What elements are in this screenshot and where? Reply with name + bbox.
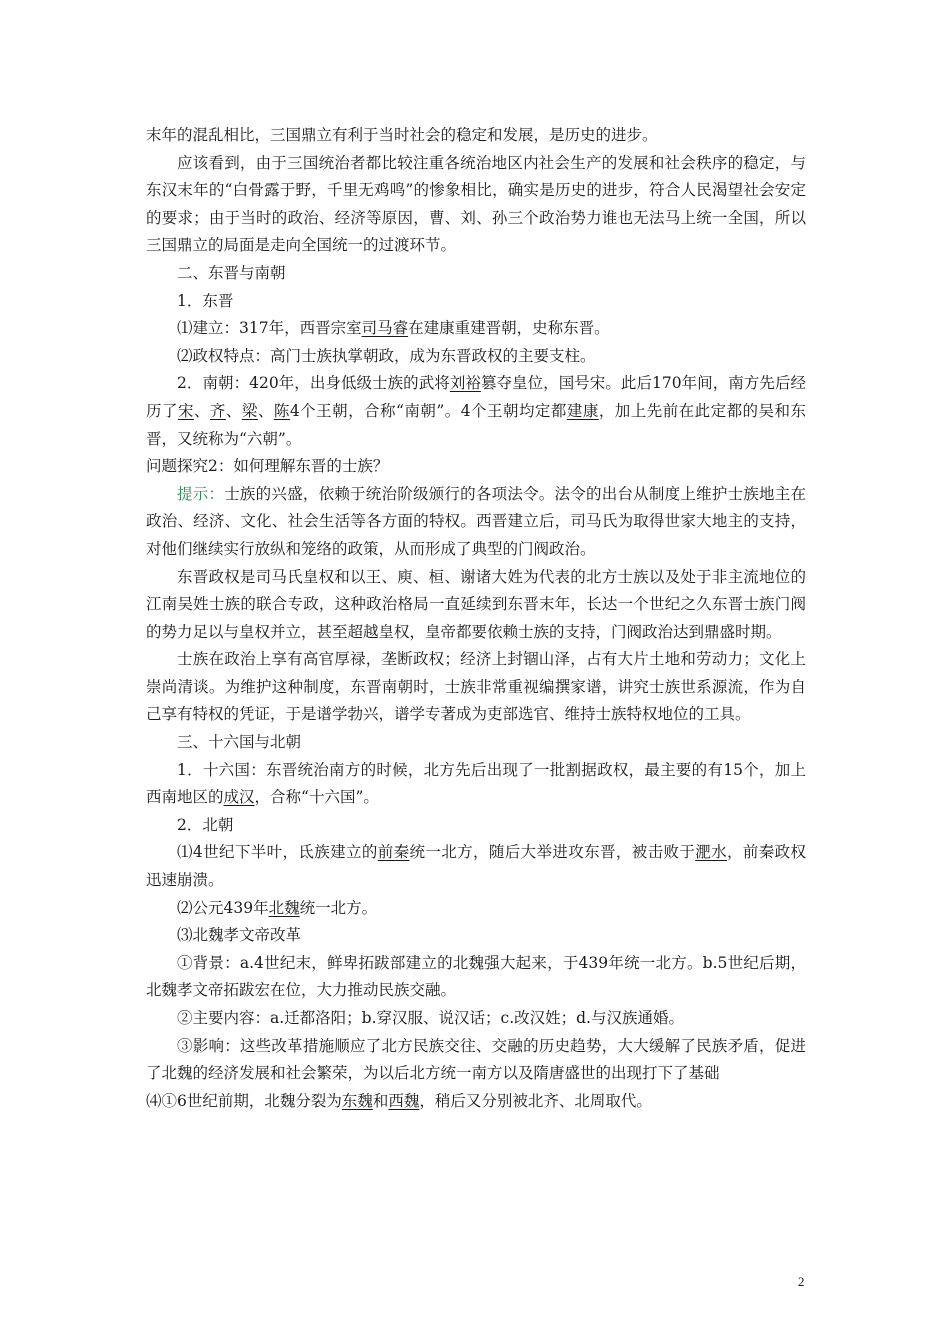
- paragraph: [146, 757, 806, 812]
- subheading: 2．北朝: [177, 815, 234, 834]
- text-run: ⑷①6世纪前期，北魏分裂为: [146, 1091, 342, 1110]
- section-heading: 二、东晋与南朝: [177, 263, 286, 282]
- text-run: ⑴建立：317年，西晋宗室: [177, 319, 362, 338]
- text-run: 、: [257, 401, 274, 420]
- text-run: ，稍后又分别被北齐、北周取代。: [419, 1091, 652, 1110]
- text-run: 在建康重建晋朝，史称东晋。: [408, 319, 610, 338]
- paragraph: 末年的混乱相比，三国鼎立有利于当时社会的稳定和发展，是历史的进步。: [146, 126, 658, 144]
- text-run: 和: [372, 1091, 389, 1110]
- text-run: 篡夺皇位，国号宋。此后170年间，南方先后经历了: [146, 374, 806, 420]
- text-run: 统一北方，随后大举进攻东晋，被击败于: [409, 843, 696, 862]
- paragraph: [146, 370, 806, 453]
- hint-label: 提示：: [177, 484, 225, 503]
- underlined-term: 宋: [177, 401, 194, 420]
- question-heading: 问题探究2：如何理解东晋的士族？: [146, 457, 389, 476]
- page-number: 2: [798, 1274, 805, 1289]
- underlined-term: 淝水: [695, 843, 727, 862]
- page-body: [146, 122, 806, 1115]
- text-run: 统一北方。: [299, 898, 378, 917]
- text-run: 、: [225, 401, 242, 420]
- underlined-term: 刘裕: [449, 374, 481, 393]
- text-run: 、: [193, 401, 210, 420]
- text-run: 4个王朝，合称“南朝”。4个王朝均定都: [289, 401, 567, 420]
- paragraph: ①背景：a.4世纪末，鲜卑拓跋部建立的北魏强大起来，于439年统一北方。b.5世纪后期，北魏孝文帝拓跋宏在位，大力推动民族交融。: [146, 953, 806, 1000]
- paragraph: ②主要内容：a.迁都洛阳；b.穿汉服、说汉话；c.改汉姓；d.与汉族通婚。: [177, 1009, 684, 1027]
- paragraph: 应该看到，由于三国统治者都比较注重各统治地区内社会生产的发展和社会秩序的稳定，与东汉末年的“白骨露于野，千里无鸡鸣”的惨象相比，确实是历史的进步，符合人民渴望社会安定的要求；由于当时的政治、经济等原因，曹、刘、孙三个政治势力谁也无法马上统一全国，所以三国鼎立的局面是走向全国统一的过渡环节。: [146, 153, 806, 255]
- text-run: ，加上先前在此定都的吴和东晋，又统称为“六朝”。: [146, 401, 806, 448]
- paragraph: ③影响：这些改革措施顺应了北方民族交往、交融的历史趋势，大大缓解了民族矛盾，促进了北魏的经济发展和社会繁荣，为以后北方统一南方以及隋唐盛世的出现打下了基础: [146, 1036, 806, 1083]
- underlined-term: 前秦: [377, 843, 410, 862]
- text-run: ，前秦政权迅速崩溃。: [146, 843, 806, 890]
- section-heading: 三、十六国与北朝: [177, 733, 302, 752]
- underlined-term: 梁: [241, 401, 258, 420]
- text-run: ⑴4世纪下半叶，氐族建立的: [177, 843, 378, 862]
- paragraph: [146, 839, 806, 894]
- underlined-term: 东魏: [341, 1091, 373, 1110]
- underlined-term: 成汉: [223, 788, 255, 807]
- subheading: ⑶北魏孝文帝改革: [177, 926, 302, 945]
- underlined-term: 西魏: [388, 1091, 420, 1110]
- paragraph: [146, 895, 806, 923]
- text-run: ，合称“十六国”。: [254, 788, 379, 807]
- text-run: 士族的兴盛，依赖于统治阶级颁行的各项法令。法令的出台从制度上维护士族地主在政治、经济、文化、社会生活等各方面的特权。西晋建立后，司马氏为取得世家大地主的支持，对他们继续实行放纵和笼络的政策，从而形成了典型的门阀政治。: [146, 484, 806, 558]
- paragraph: ⑵政权特点：高门士族执掌朝政，成为东晋政权的主要支柱。: [177, 346, 596, 365]
- text-run: 2．南朝：420年，出身低级士族的武将: [177, 374, 450, 393]
- underlined-term: 齐: [209, 401, 226, 420]
- underlined-term: 北魏: [268, 898, 300, 917]
- underlined-term: 陈: [273, 401, 290, 420]
- paragraph: [146, 1088, 806, 1116]
- paragraph: 东晋政权是司马氏皇权和以王、庾、桓、谢诸大姓为代表的北方士族以及处于非主流地位的江南吴姓士族的联合专政，这种政治格局一直延续到东晋末年，长达一个世纪之久东晋士族门阀的势力足以与皇权并立，甚至超越皇权，皇帝都要依赖士族的支持，门阀政治达到鼎盛时期。: [146, 567, 806, 641]
- text-run: 1．十六国：东晋统治南方的时候，北方先后出现了一批割据政权，最主要的有15个，加上西南地区的: [146, 760, 806, 807]
- hint-paragraph: [146, 481, 806, 564]
- subheading: 1．东晋: [177, 291, 234, 310]
- paragraph: 士族在政治上享有高官厚禄，垄断政权；经济上封锢山泽，占有大片土地和劳动力；文化上崇尚清谈。为维护这种制度，东晋南朝时，士族非常重视编撰家谱，讲究士族世系源流，作为自己享有特权的凭证，于是谱学勃兴，谱学专著成为吏部选官、维持士族特权地位的工具。: [146, 650, 806, 724]
- paragraph: [146, 315, 806, 343]
- text-run: ⑵公元439年: [177, 898, 269, 917]
- underlined-term: 建康: [566, 401, 599, 420]
- underlined-term: 司马睿: [361, 319, 409, 338]
